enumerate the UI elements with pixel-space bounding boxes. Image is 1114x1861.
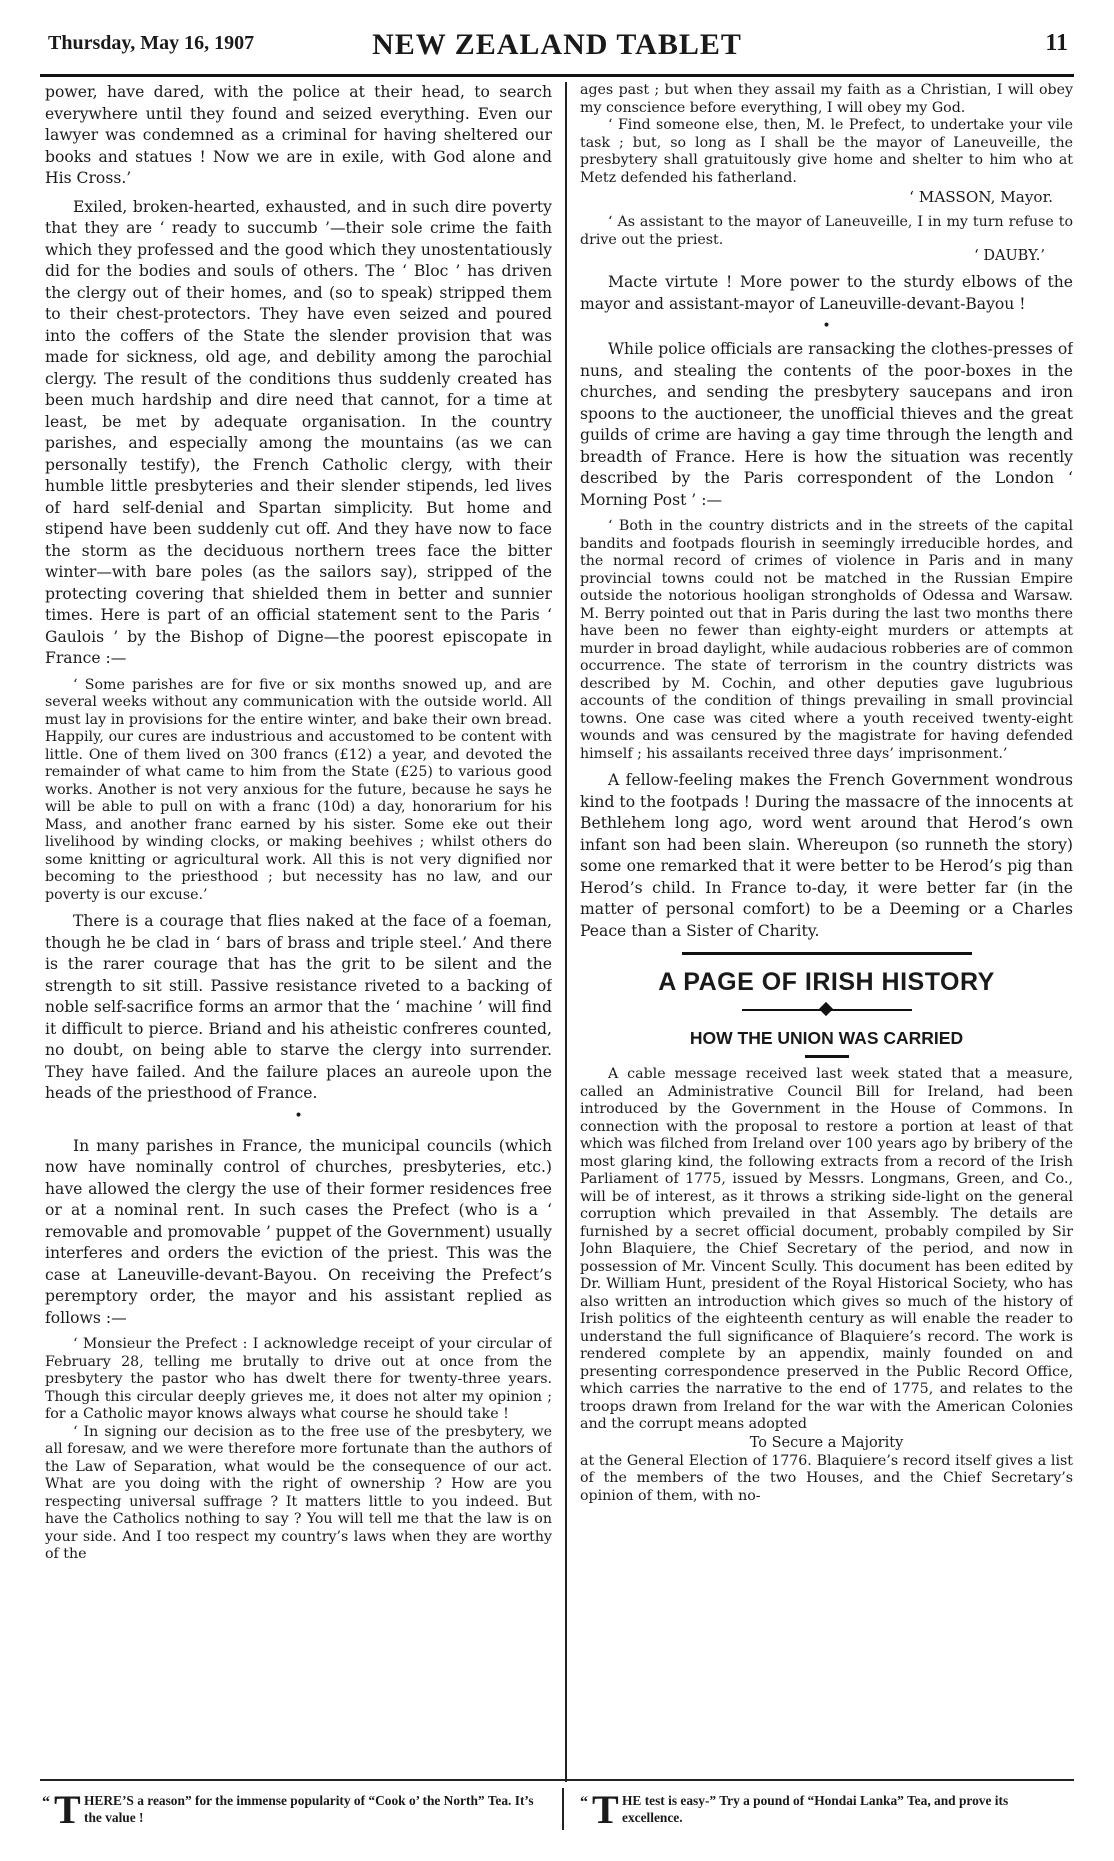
page-number: 11 xyxy=(1045,30,1068,56)
article-paragraph: A cable message received last week stated that a measure, called an Administrative Council Bill for Ireland, had been introduced by the Government in the House of Commons. In connection with the proposal to restore a portion at least of that which was filched from Ireland over 100 years ago by bribery of the most glaring kind, the following extracts from a record of the Irish Parliament of 1775, issued by Messrs. Longmans, Green, and Co., will be of interest, as it throws a striking side-light on the general corruption which prevailed in that Assembly. The details are furnished by a secret official document, probably compiled by Sir John Blaquiere, the Chief Secretary of the period, and now in possession of Mr. Vincent Scully. This document has been edited by Dr. William Hunt, president of the Royal Historical Society, who has also written an introduction which gives so much of the history of Irish politics of the eighteenth century as will enable the reader to understand the full significance of Blaquiere’s record. The work is rendered complete by an appendix, mainly founded on and presenting correspondence preserved in the Public Record Office, which carries the narrative to the end of 1775, and relates to the troops drawn from Ireland for the war with the American Colonies and the corrupt means adopted xyxy=(580,1066,1073,1432)
quotation: ‘ As assistant to the mayor of Laneuveille, I in my turn refuse to drive out the priest. xyxy=(580,214,1073,248)
paragraph: Exiled, broken-hearted, exhausted, and in such dire poverty that they are ‘ ready to succumb ’—their sole crime the faith which they professed and the good which they unostentatiously did for the bodies and souls of others. The ‘ Bloc ’ has driven the clergy out of their homes, and (so to speak) stripped them to their chest-protectors. They have even seized and poured into the coffers of the State the slender provision that was made for sickness, old age, and debility among the parochial clergy. The result of the conditions thus suddenly created has been much hardship and dire need that cannot, for a time at least, be met by adequate organisation. In the country parishes, and especially among the mountains (as we can personally testify), the French Catholic clergy, with their humble little presbyteries and their slender stipends, led lives of hard self-denial and Spartan simplicity. But home and stipend have been suddenly cut off. And they have now to face the storm as the deciduous northern trees face the bitter winter—with bare poles (as the sailors say), stripped of the protecting covering that shielded them in better and sunnier times. Here is part of an official statement sent to the Paris ‘ Gaulois ’ by the Bishop of Digne—the poorest episcopate in France :— xyxy=(45,197,552,667)
paragraph: Macte virtute ! More power to the sturdy elbows of the mayor and assistant-mayor of Laneuville-devant-Bayou ! xyxy=(580,273,1073,313)
masthead-rule xyxy=(40,74,1074,77)
article-subheadline: HOW THE UNION WAS CARRIED xyxy=(689,1028,964,1048)
ad-text: HERE’S a reason” for the immense popularity of “Cook o’ the North” Tea. It’s the value ! xyxy=(84,1793,534,1825)
ad-text: HE test is easy-” Try a pound of “Hondai Lanka” Tea, and prove its excellence. xyxy=(622,1793,1009,1825)
ornament-diamond-icon xyxy=(818,1002,832,1016)
section-separator: • xyxy=(294,1107,303,1124)
article-headline: A PAGE OF IRISH HISTORY xyxy=(658,968,995,996)
footer-rule xyxy=(40,1779,1074,1781)
column-divider xyxy=(565,82,567,1782)
quotation: ‘ In signing our decision as to the free use of the presbytery, we all foresaw, and we were therefore more fortunate than the authors of the Law of Separation, what would be the consequence of our act. What are you doing with the right of ownership ? How are you respecting universal suffrage ? It matters little to you indeed. But have the Catholics nothing to say ? You will tell me that the law is on your side. And I too respect my country’s laws when they are worthy of the xyxy=(45,1423,552,1562)
paragraph: While police officials are ransacking the clothes-presses of nuns, and stealing the contents of the poor-boxes in the churches, and sending the presbytery saucepans and iron spoons to the auctioneer, the unofficial thieves and the great guilds of crime are having a gay time through the length and breadth of France. Here is how the situation was recently described by the Paris correspondent of the London ‘ Morning Post ’ :— xyxy=(580,340,1073,509)
article-paragraph: at the General Election of 1776. Blaquiere’s record itself gives a list of the members of the two Houses, and the Chief Secretary’s opinion of them, with no- xyxy=(580,1452,1073,1504)
signature-masson: ‘ MASSON, Mayor. xyxy=(909,188,1053,206)
quotation: ‘ Monsieur the Prefect : I acknowledge receipt of your circular of February 28, telling me brutally to drive out at once from the presbytery the pastor who has dwelt there for twenty-three years. Though this circular deeply grieves me, it does not alter my opinion ; for a Catholic mayor knows always what course he should take ! xyxy=(45,1336,552,1422)
footer-divider xyxy=(562,1788,564,1830)
quotation: ‘ Some parishes are for five or six months snowed up, and are several weeks without any communication with the outside world. All must lay in provisions for the entire winter, and bake their own bread. Happily, our cures are industrious and accustomed to be content with little. One of them lived on 300 francs (£12) a year, and devoted the remainder of what came to him from the State (£25) to various good works. Another is not very anxious for the future, because he says he will be able to pull on with a franc (10d) a day, honorarium for his Mass, and another franc earned by his sister. Some eke out their livelihood by winding clocks, or making beehives ; whilst others do some knitting or agricultural work. All this is not very dignified nor becoming to the priesthood ; but necessity has no law, and our poverty is our excuse.’ xyxy=(45,676,552,903)
right-column xyxy=(580,82,1073,1770)
signature-dauby: ‘ DAUBY.’ xyxy=(974,248,1045,264)
issue-date: Thursday, May 16, 1907 xyxy=(48,32,255,54)
ad-initial: T xyxy=(54,1787,81,1832)
section-separator: • xyxy=(822,318,831,334)
paragraph: In many parishes in France, the municipal councils (which now have nominally control of churches, presbyteries, etc.) have allowed the clergy the use of their former residences free or at a nominal rent. In such cases the Prefect (who is a ‘ removable and promovable ’ puppet of the Government) usually interferes and orders the eviction of the priest. This was the case at Laneuville-devant-Bayou. On receiving the Prefect’s peremptory order, the mayor and his assistant replied as follows :— xyxy=(45,1136,552,1327)
footer-ads xyxy=(40,1784,1074,1834)
left-column xyxy=(45,82,552,1770)
article-subheading: To Secure a Majority xyxy=(749,1434,904,1451)
quotation: ‘ Find someone else, then, M. le Prefect, to undertake your vile task ; but, so long as I shall be the mayor of Laneuveille, the presbytery shall gratuitously give home and shelter to him who at Metz defended his fatherland. xyxy=(580,117,1073,186)
paragraph: There is a courage that flies naked at the face of a foeman, though he be clad in ‘ bars of brass and triple steel.’ And there is the rarer courage that has the grit to be silent and the strength to sit still. Passive resistance riveted to a backing of noble self-sacrifice forms an armor that the ‘ machine ’ will find it difficult to pierce. Briand and his atheistic confreres counted, no doubt, on being able to starve the clergy into surrender. They have failed. And the failure places an aureole upon the heads of the priesthood of France. xyxy=(45,912,552,1102)
headline-ornament xyxy=(742,1003,912,1017)
quotation: ages past ; but when they assail my faith as a Christian, I will obey my conscience before everything, I will obey my God. xyxy=(580,82,1073,116)
paragraph: A fellow-feeling makes the French Government wondrous kind to the footpads ! During the massacre of the innocents at Bethlehem long ago, word went around that Herod’s own infant son had been slain. Whereupon (so runneth the story) some one remarked that it were better to be Herod’s pig than Herod’s child. In France to-day, it were better far (in the matter of personal comfort) to be a Deeming or a Charles Peace than a Sister of Charity. xyxy=(580,771,1073,940)
ad-open-quote: “ xyxy=(580,1794,588,1811)
paragraph: power, have dared, with the police at their head, to search everywhere until they found and seized everything. Even our lawyer was condemned as a criminal for having sheltered our books and statues ! Now we are in exile, with God alone and His Cross.’ xyxy=(45,83,552,187)
ad-initial: T xyxy=(592,1787,619,1832)
newspaper-title: NEW ZEALAND TABLET xyxy=(372,28,742,61)
masthead xyxy=(40,22,1074,66)
quotation: ‘ Both in the country districts and in the streets of the capital bandits and footpads flourish in seemingly irreducible hordes, and the normal record of crimes of violence in Paris and in many provincial towns could not be matched in the Russian Empire outside the notorious hooligan strongholds of Odessa and Warsaw. M. Berry pointed out that in Paris during the last two months there have been no fewer than eighty-eight murders or attempts at murder in broad daylight, while audacious robberies are of common occurrence. The state of terrorism in the country districts was described by M. Cochin, and other deputies gave lugubrious accounts of the condition of things prevailing in small provincial towns. One case was cited where a youth received twenty-eight wounds and was censured by the magistrate for having defended himself ; his assailants received three days’ imprisonment.’ xyxy=(580,518,1073,762)
ad-open-quote: “ xyxy=(42,1794,50,1811)
subheadline-rule xyxy=(805,1055,849,1058)
headline-top-rule xyxy=(682,952,972,955)
